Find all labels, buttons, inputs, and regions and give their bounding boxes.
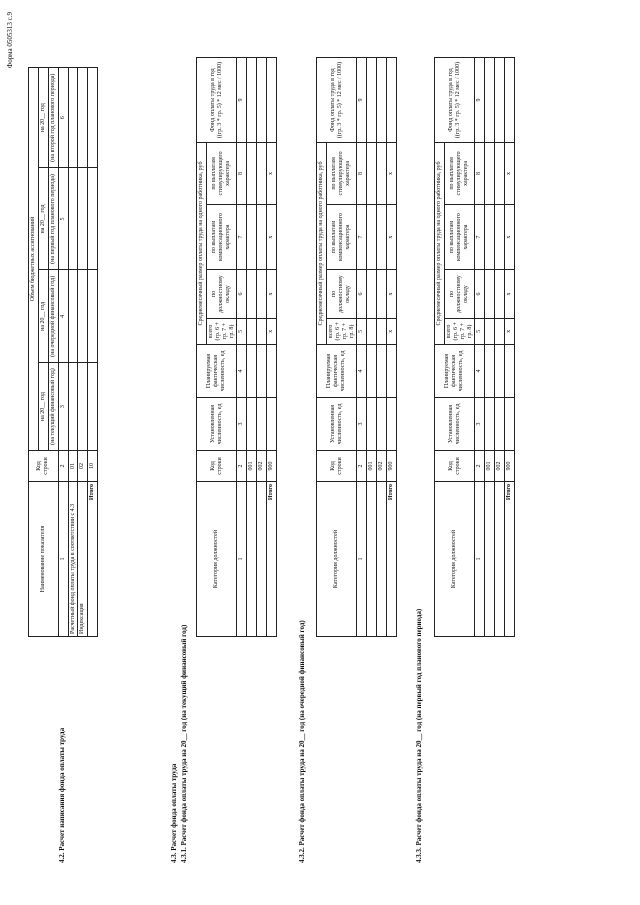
col-header-all [326,318,357,344]
col-num: 9 [475,58,485,143]
all-formula: (гр. 6 + гр. 7 + гр. 8) [452,322,473,341]
col-num: 1 [58,482,68,637]
section-4-2-title: 4.2. Расчет написания фонда оплаты труда [58,727,66,863]
column-number-row [58,68,68,637]
col-num: 3 [58,363,68,451]
col-header-compensation: по выплатам компенсационного характера [326,204,357,270]
row-code: 001 [367,451,377,482]
col-num: 4 [58,270,68,363]
col-header-planned: Планируемая фактическая численность, ед [317,345,357,398]
row-code: 01 [68,451,78,482]
col-num: 2 [58,451,68,482]
x-mark: x [267,204,277,270]
fund-label: Фонд оплаты труда в год [447,68,454,132]
table-row [485,58,495,637]
col-num: 6 [357,270,367,318]
row-name: Расчетный фонд оплаты труда в соответствии с 4.3 [68,482,78,637]
row-code: 002 [377,451,387,482]
col-header-code: Код строки [317,451,357,482]
col-num: 3 [237,398,247,451]
col-header-volume: Объем бюджетных ассигнований [29,68,39,451]
col-header-year3: на 20__ год [38,168,48,270]
fund-formula: ((гр. 3 * гр. 5) * 12 мес / 1000) [336,61,343,139]
col-num: 5 [58,168,68,270]
row-name: Индексация [78,482,88,637]
fot-block-table [316,57,397,637]
col-header-average-pay: Среднемесячный размер оплаты труда на одного работника, руб [317,143,327,345]
col-num: 4 [357,345,367,398]
form-page-marker: Форма 0505313 с.9 [6,12,14,69]
col-header-year4-note: (на второй год планового периода) [48,68,58,168]
row-code: 002 [257,451,267,482]
table-row [257,58,267,637]
table-row [377,58,387,637]
col-header-stimulating: по выплатам стимулирующего характера [206,143,237,205]
col-num: 8 [357,143,367,205]
all-formula: (гр. 6 + гр. 7 + гр. 8) [334,322,355,341]
col-header-official: по должностному окладу [326,270,357,318]
x-mark: x [505,270,515,318]
col-num: 1 [357,482,367,637]
x-mark: x [267,143,277,205]
col-num: 2 [357,451,367,482]
col-num: 8 [237,143,247,205]
table-row [367,58,377,637]
col-num: 2 [475,451,485,482]
fund-label: Фонд оплаты труда в год [209,68,216,132]
col-num: 8 [475,143,485,205]
col-header-year3-note: (на первый год планового периода) [48,168,58,270]
col-header-year4: на 20__ год [38,68,48,168]
column-number-row [237,58,247,637]
col-header-established: Установленная численность, ед [317,398,357,451]
x-mark: x [267,270,277,318]
col-header-code: Код строки [29,451,59,482]
fot-block-table [434,57,515,637]
col-header-all [444,318,475,344]
table-row [78,68,88,637]
fot-calculation-table [28,67,98,637]
total-label: Итого [267,482,277,637]
col-header-category: Категория должностей [317,482,357,637]
total-row [505,58,515,637]
total-label: Итого [88,482,98,637]
x-mark: x [387,270,397,318]
col-header-stimulating: по выплатам стимулирующего характера [444,143,475,205]
col-header-code: Код строки [197,451,237,482]
x-mark: x [505,204,515,270]
fund-label: Фонд оплаты труда в год [329,68,336,132]
col-num: 1 [475,482,485,637]
block-title: 4.3.3. Расчет фонда оплаты труда на 20__ год (на первый год планового периода) [415,608,423,863]
fund-formula: ((гр. 3 * гр. 5) * 12 мес / 1000) [216,61,223,139]
col-num: 7 [357,204,367,270]
col-num: 5 [357,318,367,344]
col-header-established: Установленная численность, ед [435,398,475,451]
col-header-category: Категория должностей [435,482,475,637]
col-num: 3 [475,398,485,451]
col-header-code: Код строки [435,451,475,482]
x-mark: x [267,318,277,344]
total-row [267,58,277,637]
col-num: 4 [475,345,485,398]
section-4-3-title: 4.3. Расчет фонда оплаты труда [170,763,178,863]
col-num: 6 [237,270,247,318]
table-row [68,68,78,637]
col-num: 7 [237,204,247,270]
row-code: 001 [247,451,257,482]
col-num: 2 [237,451,247,482]
col-header-all [206,318,237,344]
total-code: 900 [267,451,277,482]
column-number-row [475,58,485,637]
col-header-stimulating: по выплатам стимулирующего характера [326,143,357,205]
col-num: 6 [58,68,68,168]
block-title: 4.3.2. Расчет фонда оплаты труда на 20__ год (на очередной финансовый год) [298,620,306,863]
table-row [247,58,257,637]
total-label: Итого [505,482,515,637]
col-num: 9 [237,58,247,143]
col-num: 9 [357,58,367,143]
all-formula: (гр. 6 + гр. 7 + гр. 8) [214,322,235,341]
col-header-average-pay: Среднемесячный размер оплаты труда на одного работника, руб [435,143,445,345]
fund-formula: ((гр. 3 * гр. 5) * 12 мес / 1000) [454,61,461,139]
total-row [387,58,397,637]
col-header-established: Установленная численность, ед [197,398,237,451]
row-code: 001 [485,451,495,482]
column-number-row [357,58,367,637]
col-header-year1: на 20__ год [38,363,48,451]
fot-block-table [196,57,277,637]
col-header-official: по должностному окладу [444,270,475,318]
x-mark: x [505,143,515,205]
col-header-planned: Планируемая фактическая численность, ед [197,345,237,398]
col-header-official: по должностному окладу [206,270,237,318]
x-mark: x [387,143,397,205]
all-label: всего [327,324,334,339]
col-header-year2: на 20__ год [38,270,48,363]
col-header-year2-note: (на очередной финансовый год) [48,270,58,363]
total-label: Итого [387,482,397,637]
col-header-compensation: по выплатам компенсационного характера [444,204,475,270]
row-code: 002 [495,451,505,482]
col-num: 7 [475,204,485,270]
x-mark: x [387,318,397,344]
x-mark: x [387,204,397,270]
total-code: 900 [505,451,515,482]
col-header-compensation: по выплатам компенсационного характера [206,204,237,270]
col-header-planned: Планируемая фактическая численность, ед [435,345,475,398]
col-num: 6 [475,270,485,318]
x-mark: x [505,318,515,344]
table-row [495,58,505,637]
all-label: всего [207,324,214,339]
all-label: всего [445,324,452,339]
col-header-name: Наименование показателя [29,482,59,637]
col-num: 5 [237,318,247,344]
col-header-fund [435,58,475,143]
total-code: 900 [387,451,397,482]
col-num: 5 [475,318,485,344]
col-num: 3 [357,398,367,451]
total-row [88,68,98,637]
col-num: 1 [237,482,247,637]
block-title: 4.3.1. Расчет фонда оплаты труда на 20__ год (на текущий финансовый год) [180,624,188,863]
total-code: 10 [88,451,98,482]
col-header-average-pay: Среднемесячный размер оплаты труда на одного работника, руб [197,143,207,345]
col-header-year1-note: (на текущий финансовый год) [48,363,58,451]
col-num: 4 [237,345,247,398]
col-header-fund [197,58,237,143]
col-header-category: Категория должностей [197,482,237,637]
col-header-fund [317,58,357,143]
row-code: 02 [78,451,88,482]
